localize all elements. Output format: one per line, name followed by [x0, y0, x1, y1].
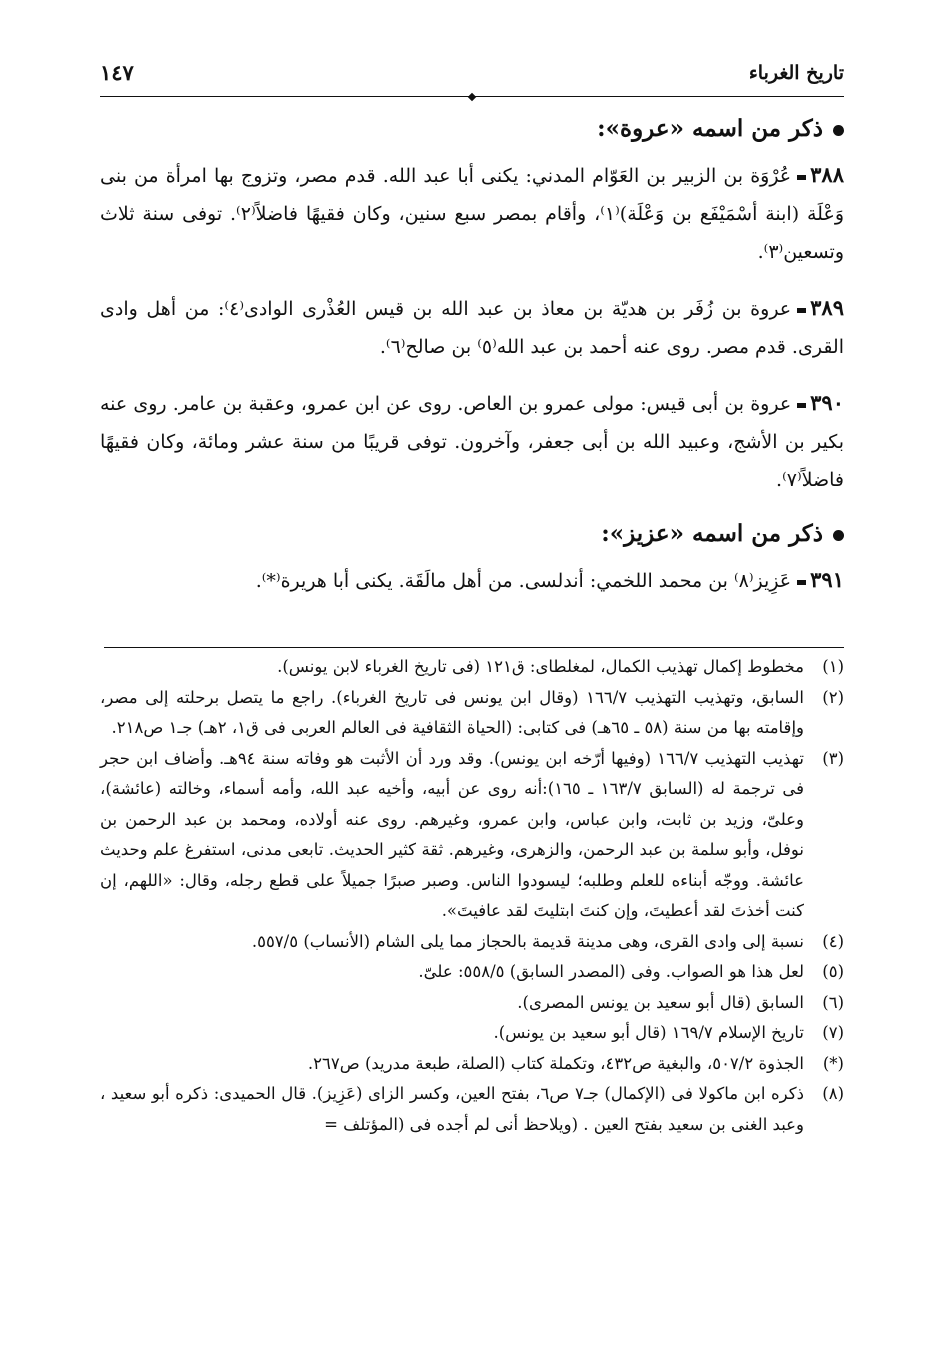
footnote: (٦)السابق (قال أبو سعيد بن يونس المصرى). [517, 992, 844, 1012]
footnote: (*)الجذوة ٥٠٧/٢، والبغية ص٤٣٢، وتكملة كتاب (الصلة، طبعة مدريد) ص٢٦٧. [307, 1053, 844, 1073]
footnote: (٣)تهذيب التهذيب ١٦٦/٧ (وفيها أرّخه ابن يونس). وقد ورد أن الأثبت هو وفاته سنة ٩٤هـ. وأضاف ابن حجر فى ترجمة له (السابق ١٦٣/٧ ـ ١٦٥):أنه روى عن أبيه، وأخيه عبد الله، وأمه أسماء، وخالته (عائشة)، وعلىّ، وزيد بن ثابت، وابن عباس، وابن عمرو، وغيرهم. روى عنه أولاده، ومحمد بن عبد الرحمن بن نوفل، وأبو سلمة بن عبد الرحمن، والزهرى، وغيرهم. ثقة كثير الحديث. تابعى مدنى، استفرغ علم وحديث عائشة. ووجّه أبناءه للعلم وطلبه؛ ليسودوا الناس. وصبر صبرًا جميلاً على قطع رجله، وقال: «اللهم، إن كنت أخذتَ لقد أعطيتَ، وإن كنتَ ابتليتَ لقد عافيتَ». [100, 748, 844, 920]
footnote: (٨)ذكره ابن ماكولا فى (الإكمال) جـ٧ ص٦، بفتح العين، وكسر الزاى (عَزِيز). قال الحميدى: ذكره أبو سعيد ، وعبد الغنى بن سعيد بفتح العين . (ويلاحظ أنى لم أجده فى (المؤتلف = [100, 1084, 844, 1134]
section-heading: ذكر من اسمه «عزيز»: [100, 517, 844, 551]
page-number: ١٤٧ [100, 60, 134, 85]
entry-391: ٣٩١عَزِيز⁽٨⁾ بن محمد اللخمي: أندلسى. من أهل مالَقَة. يكنى أبا هريرة⁽*⁾. [255, 567, 844, 592]
entry-389: ٣٨٩عروة بن زُفَر بن هديّة بن معاذ بن عبد الله بن قيس العُذْرى الوادى⁽٤⁾: من أهل وادى القرى. قدم مصر. روى عنه أحمد بن عبد الله⁽٥⁾ بن صالح⁽٦⁾. [100, 295, 844, 358]
dash-icon [797, 308, 806, 313]
footnote: (٤)نسبة إلى وادى القرى، وهى مدينة قديمة بالحجاز مما يلى الشام (الأنساب) ٥٥٧/٥. [251, 931, 844, 951]
footnote: (١)مخطوط إكمال تهذيب الكمال، لمغلطاى: ق١٢١ (فى تاريخ الغرباء لابن يونس). [277, 657, 844, 676]
footnote-rule [104, 647, 844, 648]
section-heading: ذكر من اسمه «عروة»: [100, 112, 844, 146]
dash-icon [797, 175, 806, 180]
dash-icon [797, 403, 806, 408]
dash-icon [797, 580, 806, 585]
entry-390: ٣٩٠عروة بن أبى قيس: مولى عمرو بن العاص. روى عن ابن عمرو، وعقبة بن عامر. روى عنه بكير بن الأشج، وعبيد الله بن أبى جعفر، وآخرون. توفى قريبًا من سنة عشر ومائة، وكان فقيهًا فاضلاً⁽٧⁾. [100, 390, 844, 491]
footnote: (٧)تاريخ الإسلام ١٦٩/٧ (قال أبو سعيد بن يونس). [493, 1023, 844, 1042]
main-text [100, 112, 844, 618]
footnotes [100, 652, 844, 1140]
running-title: تاريخ الغرباء [748, 62, 844, 84]
bullet-icon [833, 125, 844, 136]
page-header [100, 62, 844, 92]
entry-388: ٣٨٨عُرْوَة بن الزبير بن العَوّام المدني: يكنى أبا عبد الله. قدم مصر، وتزوج بها امرأة من بنى وَعْلَة (ابنة أسْمَيْفَع بن وَعْلَة)⁽١⁾، وأقام بمصر سبع سنين، وكان فقيهًا فاضلاً⁽٢⁾. توفى سنة ثلاث وتسعين⁽٣⁾. [100, 162, 844, 263]
footnote: (٥)لعل هذا هو الصواب. وفى (المصدر السابق) ٥٥٨/٥: علىّ. [418, 962, 844, 981]
bullet-icon [833, 530, 844, 541]
header-rule [100, 96, 844, 97]
footnote: (٢)السابق، وتهذيب التهذيب ١٦٦/٧ (وقال ابن يونس فى تاريخ الغرباء). راجع ما يتصل برحلته إلى مصر، وإقامته بها من سنة (٥٨ ـ ٦٥هـ) فى كتابى: (الحياة الثقافية فى العالم العربى فى ق١، ٢هـ) جـ١ ص٢١٨. [100, 687, 844, 737]
